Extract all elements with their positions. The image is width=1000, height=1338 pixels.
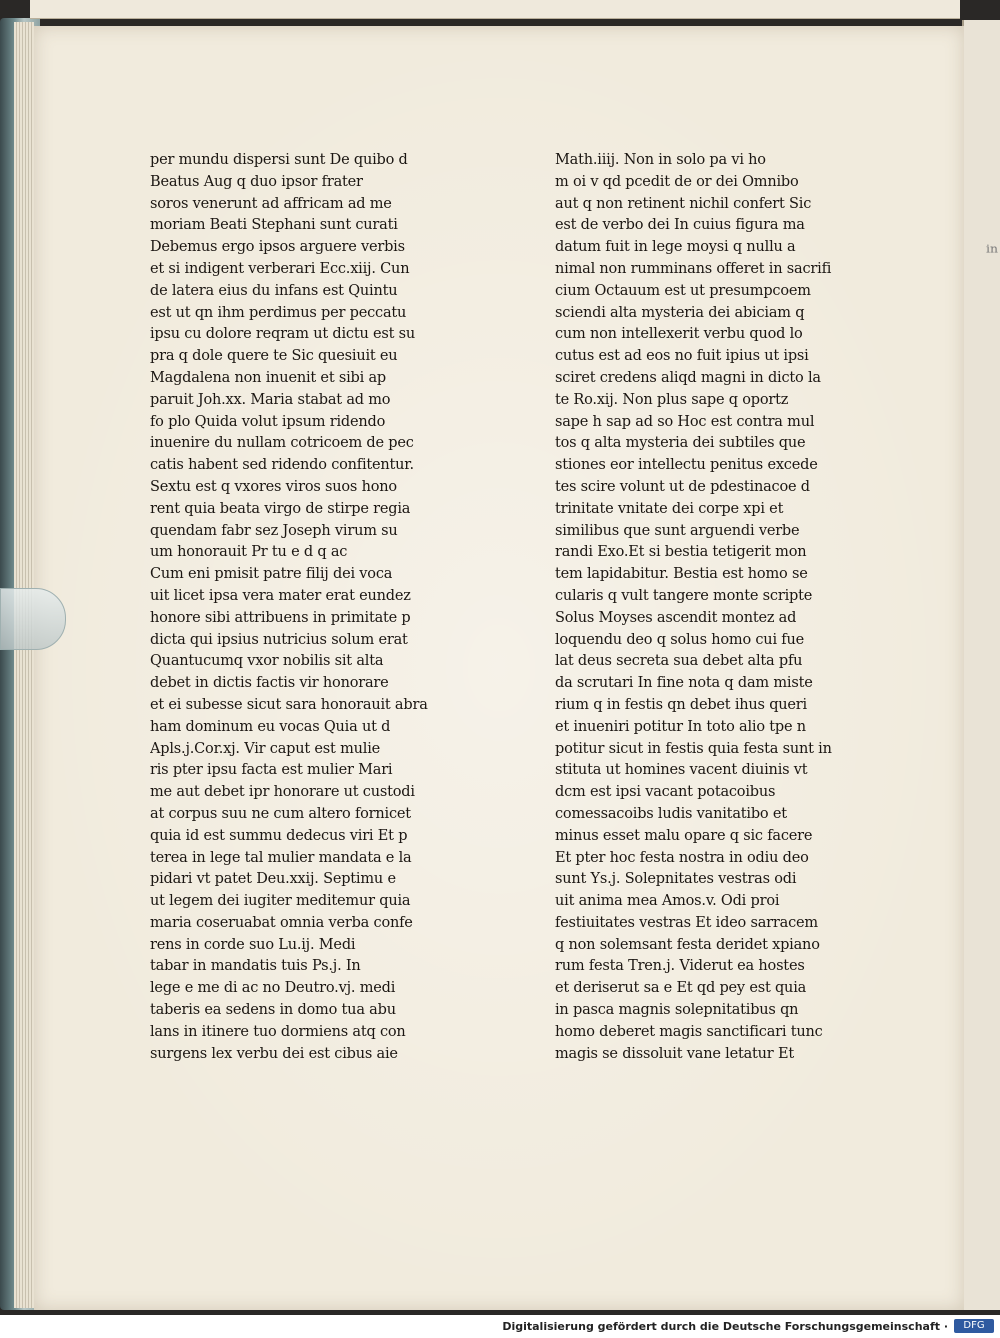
text-line: fo plo Quida volut ipsum ridendo xyxy=(150,413,386,430)
text-line: soros venerunt ad affricam ad me xyxy=(150,195,392,212)
text-line: tem lapidabitur. Bestia est homo se xyxy=(555,566,808,583)
text-line: at corpus suu ne cum altero fornicet xyxy=(150,805,411,822)
text-line: surgens lex verbu dei est cibus aie xyxy=(150,1045,398,1062)
text-line: potitur sicut in festis quia festa sunt in xyxy=(555,740,832,757)
text-line: Magdalena non inuenit et sibi ap xyxy=(150,369,386,386)
text-line: per mundu dispersi sunt De quibo d xyxy=(150,152,408,168)
text-line: Beatus Aug q duo ipsor frater xyxy=(150,173,363,190)
text-line: lege e me di ac no Deutro.vj. medi xyxy=(150,980,396,997)
text-line: pra q dole quere te Sic quesiuit eu xyxy=(150,348,398,365)
text-line: aut q non retinent nichil confert Sic xyxy=(555,195,812,212)
text-line: sciendi alta mysteria dei abiciam q xyxy=(555,304,805,321)
funding-credit: Digitalisierung gefördert durch die Deutsche Forschungsgemeinschaft · xyxy=(502,1320,948,1333)
text-line: minus esset malu opare q sic facere xyxy=(555,827,813,844)
text-line: magis se dissoluit vane letatur Et xyxy=(555,1045,794,1062)
text-line: ris pter ipsu facta est mulier Mari xyxy=(150,762,393,779)
text-line: ut legem dei iugiter meditemur quia xyxy=(150,893,411,910)
text-line: quendam fabr sez Joseph virum su xyxy=(150,522,398,539)
text-line: rens in corde suo Lu.ij. Medi xyxy=(150,936,356,953)
text-line: Quantucumq vxor nobilis sit alta xyxy=(150,653,384,670)
text-line: lans in itinere tuo dormiens atq con xyxy=(150,1023,406,1040)
text-line: m oi v qd pcedit de or dei Omnibo xyxy=(555,173,799,190)
text-line: uit licet ipsa vera mater erat eundez xyxy=(150,587,411,604)
text-line: catis habent sed ridendo confitentur. xyxy=(150,457,414,474)
margin-note: ⁱⁿ xyxy=(986,240,999,264)
text-line: Debemus ergo ipsos arguere verbis xyxy=(150,239,405,256)
text-line: debet in dictis factis vir honorare xyxy=(150,675,389,692)
text-line: Apls.j.Cor.xj. Vir caput est mulie xyxy=(150,740,381,757)
text-line: ham dominum eu vocas Quia ut d xyxy=(150,718,391,735)
dfg-logo-icon: DFG xyxy=(954,1319,994,1333)
text-line: moriam Beati Stephani sunt curati xyxy=(150,217,398,234)
text-line: sciret credens aliqd magni in dicto la xyxy=(555,369,821,386)
text-line: et deriserut sa e Et qd pey est quia xyxy=(555,980,807,997)
text-line: Math.iiij. Non in solo pa vi ho xyxy=(555,152,766,168)
text-line: quia id est summu dedecus viri Et p xyxy=(150,827,408,844)
text-line: um honorauit Pr tu e d q ac xyxy=(150,544,348,561)
text-line: honore sibi attribuens in primitate p xyxy=(150,609,411,626)
text-line: da scrutari In fine nota q dam miste xyxy=(555,675,813,692)
text-line: cularis q vult tangere monte scripte xyxy=(555,587,813,604)
text-line: inuenire du nullam cotricoem de pec xyxy=(150,435,414,452)
top-page-edge xyxy=(30,0,960,19)
text-line: tes scire volunt ut de pdestinacoe d xyxy=(555,478,810,495)
text-line: datum fuit in lege moysi q nullu a xyxy=(555,239,796,256)
text-line: Sextu est q vxores viros suos hono xyxy=(150,478,397,495)
text-line: lat deus secreta sua debet alta pfu xyxy=(555,653,803,670)
text-line: terea in lege tal mulier mandata e la xyxy=(150,849,412,866)
text-line: ipsu cu dolore reqram ut dictu est su xyxy=(150,326,416,343)
text-line: cum non intellexerit verbu quod lo xyxy=(555,326,803,343)
text-line: taberis ea sedens in domo tua abu xyxy=(150,1002,396,1019)
text-line: q non solemsant festa deridet xpiano xyxy=(555,936,820,953)
text-line: nimal non rumminans offeret in sacrifi xyxy=(555,260,832,277)
text-line: loquendu deo q solus homo cui fue xyxy=(555,631,804,648)
page-clip xyxy=(0,588,66,650)
left-text-column xyxy=(150,150,475,1065)
facing-page-edge xyxy=(962,20,1000,1310)
text-line: cium Octauum est ut presumpcoem xyxy=(555,282,811,299)
text-line: Et pter hoc festa nostra in odiu deo xyxy=(555,849,809,866)
text-line: homo deberet magis sanctificari tunc xyxy=(555,1023,823,1040)
text-line: me aut debet ipr honorare ut custodi xyxy=(150,784,415,801)
text-line: dcm est ipsi vacant potacoibus xyxy=(555,784,776,801)
text-line: pidari vt patet Deu.xxij. Septimu e xyxy=(150,871,396,888)
text-line: cutus est ad eos no fuit ipius ut ipsi xyxy=(555,348,809,365)
text-line: est ut qn ihm perdimus per peccatu xyxy=(150,304,407,321)
text-line: tos q alta mysteria dei subtiles que xyxy=(555,435,806,452)
text-line: et inueniri potitur In toto alio tpe n xyxy=(555,718,806,735)
text-line: in pasca magnis solepnitatibus qn xyxy=(555,1002,799,1019)
text-line: tabar in mandatis tuis Ps.j. In xyxy=(150,958,361,975)
text-line: Solus Moyses ascendit montez ad xyxy=(555,609,797,626)
text-line: et si indigent verberari Ecc.xiij. Cun xyxy=(150,260,410,277)
text-line: est de verbo dei In cuius figura ma xyxy=(555,217,805,234)
text-line: dicta qui ipsius nutricius solum erat xyxy=(150,631,408,648)
text-line: similibus que sunt arguendi verbe xyxy=(555,522,800,539)
text-line: et ei subesse sicut sara honorauit abra xyxy=(150,696,428,713)
text-line: stituta ut homines vacent diuinis vt xyxy=(555,762,808,779)
text-line: rium q in festis qn debet ihus queri xyxy=(555,696,807,713)
footer-bar xyxy=(0,1315,1000,1338)
text-line: sunt Ys.j. Solepnitates vestras odi xyxy=(555,871,797,888)
text-line: Cum eni pmisit patre filij dei voca xyxy=(150,566,393,583)
text-line: de latera eius du infans est Quintu xyxy=(150,282,398,299)
text-line: rum festa Tren.j. Viderut ea hostes xyxy=(555,958,805,975)
text-line: uit anima mea Amos.v. Odi proi xyxy=(555,893,780,910)
text-line: stiones eor intellectu penitus excede xyxy=(555,457,818,474)
text-line: comessacoibs ludis vanitatibo et xyxy=(555,805,787,822)
right-text-column xyxy=(555,150,880,1065)
text-line: trinitate vnitate dei corpe xpi et xyxy=(555,500,784,517)
text-line: randi Exo.Et si bestia tetigerit mon xyxy=(555,544,807,561)
text-line: te Ro.xij. Non plus sape q oportz xyxy=(555,391,789,408)
page-edges xyxy=(14,22,34,1308)
text-line: maria coseruabat omnia verba confe xyxy=(150,914,413,931)
text-line: festiuitates vestras Et ideo sarracem xyxy=(555,914,818,931)
text-line: rent quia beata virgo de stirpe regia xyxy=(150,500,411,517)
text-line: paruit Joh.xx. Maria stabat ad mo xyxy=(150,391,391,408)
text-line: sape h sap ad so Hoc est contra mul xyxy=(555,413,815,430)
